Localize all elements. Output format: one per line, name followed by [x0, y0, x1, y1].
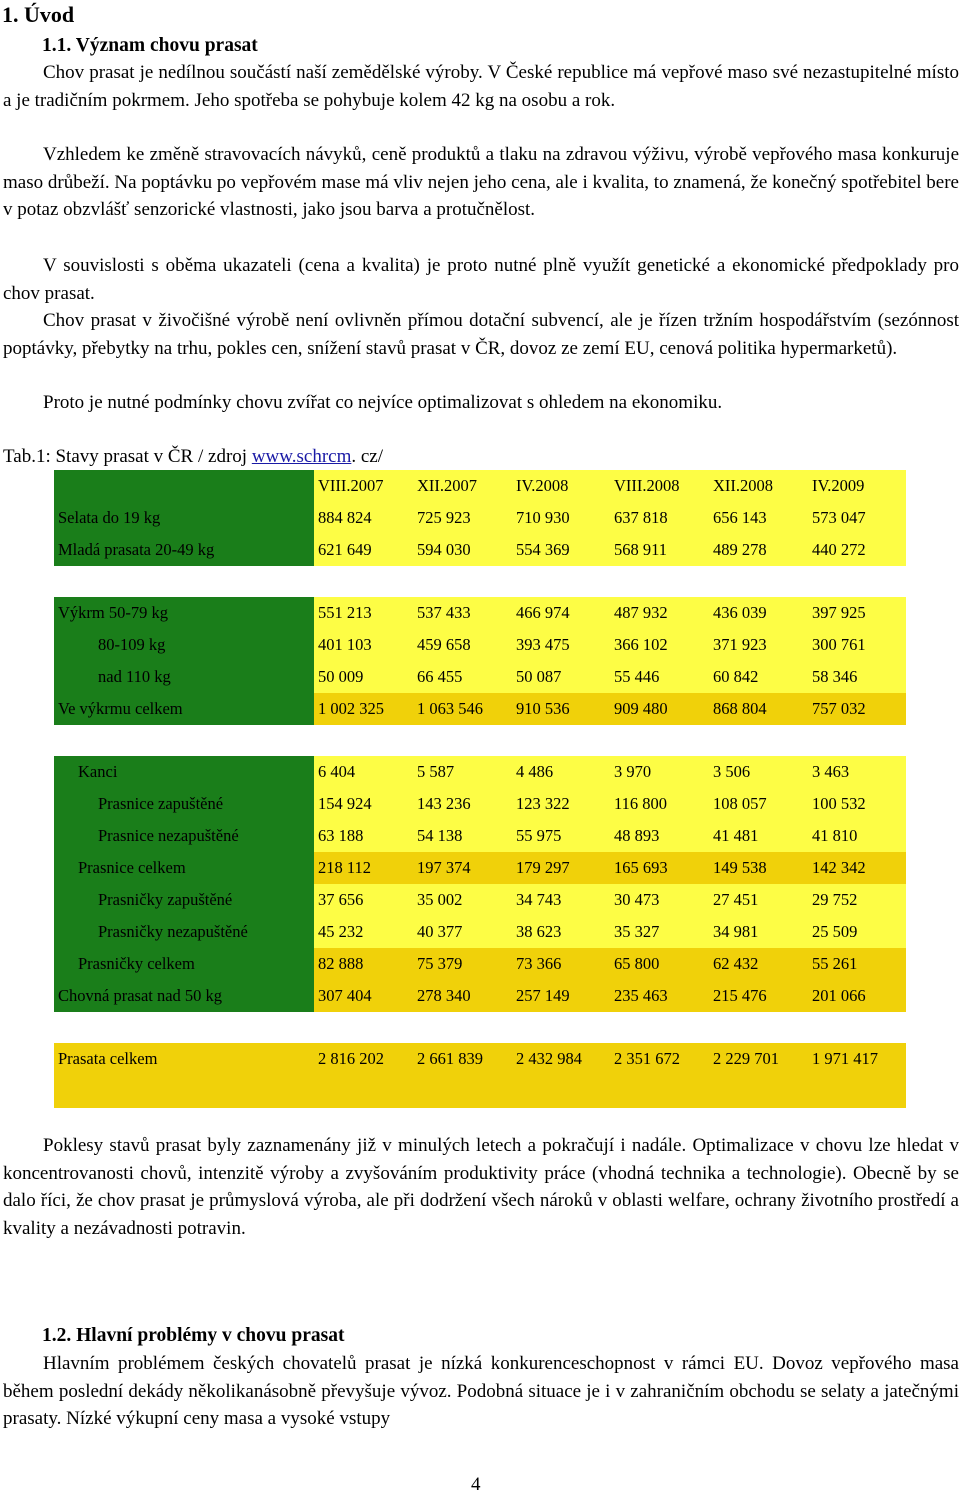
table-cell — [512, 980, 610, 1012]
table-cell — [808, 916, 906, 948]
table-cell — [709, 948, 808, 980]
table-cell-value: 149 538 — [713, 858, 767, 877]
table-cell — [610, 788, 709, 820]
row-label-text: Prasata celkem — [58, 1049, 158, 1068]
row-label — [54, 820, 314, 852]
page-number: 4 — [471, 1474, 481, 1495]
row-label-text: nad 110 kg — [98, 667, 171, 686]
table-cell-value: 116 800 — [614, 794, 668, 813]
table-cell — [512, 693, 610, 725]
table-cell — [512, 916, 610, 948]
table-cell-value: 440 272 — [812, 540, 866, 559]
table-cell — [413, 756, 512, 788]
table-cell-value: 884 824 — [318, 508, 372, 527]
table-cell — [808, 597, 906, 629]
table-cell — [610, 980, 709, 1012]
table-cell — [314, 1043, 413, 1108]
table-cell-value: 554 369 — [516, 540, 570, 559]
row-label-text: Mladá prasata 20-49 kg — [58, 540, 215, 559]
row-label-text: Prasničky celkem — [78, 954, 195, 973]
column-header-text: IV.2008 — [516, 476, 569, 495]
table-cell-value: 3 506 — [713, 762, 751, 781]
table-cell — [314, 661, 413, 693]
table-cell-value: 278 340 — [417, 986, 471, 1005]
table-cell — [413, 884, 512, 916]
row-label — [54, 661, 314, 693]
table-cell-value: 2 229 701 — [713, 1049, 779, 1068]
table-cell-value: 4 486 — [516, 762, 554, 781]
table-cell — [413, 1043, 512, 1108]
table-cell-value: 1 063 546 — [417, 699, 483, 718]
table-cell-value: 307 404 — [318, 986, 372, 1005]
row-label — [54, 980, 314, 1012]
table-cell-value: 41 810 — [812, 826, 858, 845]
table-cell-value: 5 587 — [417, 762, 455, 781]
table-cell — [413, 693, 512, 725]
section2-paragraph: Hlavním problémem českých chovatelů prasat je nízká konkurenceschopnost v rámci EU. Dovoz vepřového masa během poslední dekády několikanásobně převyšuje vývoz. Podobná situace je i v zahraničním obchodu se selaty a jatečnými prasaty. Nízké výkupní ceny masa a vysoké vstupy — [3, 1353, 959, 1430]
table-cell-value: 62 432 — [713, 954, 759, 973]
table-cell — [413, 980, 512, 1012]
row-label-text: Prasničky zapuštěné — [98, 890, 233, 909]
table-row — [54, 534, 906, 566]
table-cell-value: 108 057 — [713, 794, 767, 813]
table-cell-value: 29 752 — [812, 890, 858, 909]
row-label — [54, 534, 314, 566]
table-cell-value: 60 842 — [713, 667, 759, 686]
table-cell-value: 436 039 — [713, 603, 767, 622]
table-cell-value: 594 030 — [417, 540, 471, 559]
table-cell-value: 401 103 — [318, 635, 372, 654]
table-cell — [709, 820, 808, 852]
table-cell — [709, 693, 808, 725]
table-cell-value: 45 232 — [318, 922, 364, 941]
table-cell — [512, 597, 610, 629]
table-cell — [512, 629, 610, 661]
table-cell-value: 757 032 — [812, 699, 866, 718]
table-cell — [709, 916, 808, 948]
table-cell — [610, 693, 709, 725]
table-cell-value: 568 911 — [614, 540, 668, 559]
table-cell-value: 30 473 — [614, 890, 660, 909]
column-header-text: VIII.2008 — [614, 476, 680, 495]
table-cell — [413, 852, 512, 884]
table-cell — [610, 661, 709, 693]
table-cell — [413, 534, 512, 566]
table-cell-value: 909 480 — [614, 699, 668, 718]
row-label — [54, 756, 314, 788]
table-cell-value: 868 804 — [713, 699, 767, 718]
row-label-text: 80-109 kg — [98, 635, 166, 654]
table-caption-prefix: Tab.1: Stavy prasat v ČR / zdroj — [3, 446, 252, 467]
table-cell-value: 50 009 — [318, 667, 364, 686]
table-cell — [709, 852, 808, 884]
table-cell-value: 55 261 — [812, 954, 858, 973]
table-cell-value: 910 536 — [516, 699, 570, 718]
table-cell-value: 215 476 — [713, 986, 767, 1005]
table-row — [54, 948, 906, 980]
table-cell-value: 366 102 — [614, 635, 668, 654]
table-cell — [314, 852, 413, 884]
row-label-text: Selata do 19 kg — [58, 508, 161, 527]
table-cell — [512, 1043, 610, 1108]
table-cell — [808, 661, 906, 693]
pig-stock-table — [54, 470, 906, 1108]
table-row — [54, 756, 906, 788]
table-cell — [512, 661, 610, 693]
table-cell — [413, 916, 512, 948]
table-cell — [808, 629, 906, 661]
row-label — [54, 948, 314, 980]
row-label-text: Prasnice celkem — [78, 858, 186, 877]
column-header-text: IV.2009 — [812, 476, 865, 495]
row-label-text: Ve výkrmu celkem — [58, 699, 183, 718]
table-cell — [709, 629, 808, 661]
table-cell-value: 573 047 — [812, 508, 866, 527]
row-label — [54, 693, 314, 725]
table-cell — [610, 820, 709, 852]
table-cell — [413, 629, 512, 661]
table-cell-value: 637 818 — [614, 508, 668, 527]
table-cell — [808, 948, 906, 980]
column-header — [610, 470, 709, 502]
table-cell-value: 34 981 — [713, 922, 759, 941]
table-cell-value: 459 658 — [417, 635, 471, 654]
row-label — [54, 502, 314, 534]
table-cell-value: 397 925 — [812, 603, 866, 622]
table-cell-value: 35 002 — [417, 890, 463, 909]
paragraph-5: Proto je nutné podmínky chovu zvířat co nejvíce optimalizovat s ohledem na ekonomiku. — [43, 392, 723, 413]
table-cell — [512, 948, 610, 980]
row-label — [54, 916, 314, 948]
table-caption-suffix: . cz/ — [351, 446, 384, 467]
table-cell — [314, 788, 413, 820]
table-cell — [709, 756, 808, 788]
table-cell — [314, 948, 413, 980]
table-cell-value: 551 213 — [318, 603, 372, 622]
table-cell — [413, 788, 512, 820]
table-row — [54, 788, 906, 820]
table-cell — [610, 534, 709, 566]
table-cell-value: 48 893 — [614, 826, 660, 845]
table-cell-value: 143 236 — [417, 794, 471, 813]
table-cell — [808, 820, 906, 852]
table-cell-value: 621 649 — [318, 540, 372, 559]
paragraph-4: Chov prasat v živočišné výrobě není ovlivněn přímou dotační subvencí, ale je řízen tržním hospodářstvím (sezónnost poptávky, přebytky na trhu, pokles cen, snížení stavů prasat v ČR, dovoz ze zemí EU, cenová politika hypermarketů). — [3, 310, 959, 359]
table-spacer-row — [54, 566, 906, 597]
table-cell-value: 34 743 — [516, 890, 562, 909]
table-cell — [314, 884, 413, 916]
table-caption — [3, 443, 383, 470]
table-cell — [610, 629, 709, 661]
table-cell-value: 371 923 — [713, 635, 767, 654]
table-cell-value: 487 932 — [614, 603, 668, 622]
table-row — [54, 629, 906, 661]
table-cell — [314, 916, 413, 948]
table-cell-value: 235 463 — [614, 986, 668, 1005]
table-cell — [808, 788, 906, 820]
table-row — [54, 884, 906, 916]
table-cell-value: 393 475 — [516, 635, 570, 654]
table-cell — [709, 534, 808, 566]
chapter-heading: 1. Úvod — [2, 2, 75, 27]
table-cell — [314, 629, 413, 661]
table-cell — [709, 788, 808, 820]
table-cell-value: 257 149 — [516, 986, 570, 1005]
table-row — [54, 597, 906, 629]
table-cell-value: 1 002 325 — [318, 699, 384, 718]
table-cell-value: 58 346 — [812, 667, 858, 686]
table-cell — [610, 852, 709, 884]
row-label — [54, 629, 314, 661]
table-cell-value: 3 970 — [614, 762, 652, 781]
table-cell — [610, 756, 709, 788]
table-cell — [709, 884, 808, 916]
table-cell — [512, 502, 610, 534]
column-header — [709, 470, 808, 502]
table-cell-value: 197 374 — [417, 858, 471, 877]
table-cell — [512, 788, 610, 820]
paragraph-1: Chov prasat je nedílnou součástí naší zemědělské výroby. V České republice má vepřové maso své nezastupitelné místo a je tradičním pokrmem. Jeho spotřeba se pohybuje kolem 42 kg na osobu a rok. — [3, 62, 959, 111]
table-cell-value: 725 923 — [417, 508, 471, 527]
table-row — [54, 693, 906, 725]
table-cell — [808, 756, 906, 788]
table-cell — [413, 820, 512, 852]
table-cell — [512, 534, 610, 566]
table-cell-value: 2 351 672 — [614, 1049, 680, 1068]
table-cell — [610, 597, 709, 629]
table-cell — [610, 948, 709, 980]
row-label-text: Chovná prasat nad 50 kg — [58, 986, 223, 1005]
table-cell-value: 54 138 — [417, 826, 463, 845]
table-cell — [709, 980, 808, 1012]
table-spacer-row — [54, 725, 906, 756]
table-cell — [314, 502, 413, 534]
table-cell-value: 40 377 — [417, 922, 463, 941]
table-cell-value: 2 816 202 — [318, 1049, 384, 1068]
table-cell — [610, 916, 709, 948]
table-row — [54, 916, 906, 948]
table-cell — [709, 1043, 808, 1108]
table-cell-value: 1 971 417 — [812, 1049, 878, 1068]
table-cell-value: 100 532 — [812, 794, 866, 813]
table-cell — [610, 884, 709, 916]
table-cell — [709, 597, 808, 629]
table-cell-value: 41 481 — [713, 826, 759, 845]
table-cell-value: 537 433 — [417, 603, 471, 622]
table-cell-value: 35 327 — [614, 922, 660, 941]
column-header — [413, 470, 512, 502]
table-cell — [512, 852, 610, 884]
table-cell — [314, 820, 413, 852]
paragraph-after-table: Poklesy stavů prasat byly zaznamenány již v minulých letech a pokračují i nadále. Optimalizace v chovu lze hledat v koncentrovanosti chovů, intenzitě výroby a zvyšováním produktivity práce (vhodná technika a technologie). Obecně by se dalo říci, že chov prasat je průmyslová výroba, ale při dodržení všech nároků v oblasti welfare, ochrany životního prostředí a kvality a nezávadnosti potravin. — [3, 1135, 959, 1239]
table-cell-value: 82 888 — [318, 954, 364, 973]
table-cell-value: 300 761 — [812, 635, 866, 654]
paragraph-2: Vzhledem ke změně stravovacích návyků, ceně produktů a tlaku na zdravou výživu, výrobě vepřového masa konkuruje maso drůbeží. Na poptávku po vepřovém mase má vliv nejen jeho cena, ale i kvalita, to znamená, že konečný spotřebitel bere v potaz obzvlášť senzorické vlastnosti, jako jsou barva a protučnělost. — [3, 144, 959, 221]
table-cell — [512, 820, 610, 852]
table-cell — [314, 693, 413, 725]
table-cell-value: 3 463 — [812, 762, 850, 781]
table-cell — [314, 597, 413, 629]
table-cell-value: 489 278 — [713, 540, 767, 559]
table-cell-value: 25 509 — [812, 922, 858, 941]
row-label — [54, 597, 314, 629]
table-cell — [512, 756, 610, 788]
table-cell — [808, 852, 906, 884]
table-cell — [808, 1043, 906, 1108]
column-header-text: XII.2007 — [417, 476, 478, 495]
table-row — [54, 980, 906, 1012]
table-spacer-row — [54, 1012, 906, 1043]
column-header-text: XII.2008 — [713, 476, 774, 495]
paragraph-3: V souvislosti s oběma ukazateli (cena a kvalita) je proto nutné plně využít genetické a ekonomické předpoklady pro chov prasat. — [3, 255, 959, 304]
table-cell — [314, 980, 413, 1012]
column-header-text: VIII.2007 — [318, 476, 384, 495]
table-row — [54, 820, 906, 852]
table-cell-value: 38 623 — [516, 922, 562, 941]
table-cell-value: 165 693 — [614, 858, 668, 877]
row-label-text: Výkrm 50-79 kg — [58, 603, 168, 622]
row-label-text: Prasnice nezapuštěné — [98, 826, 239, 845]
column-header — [808, 470, 906, 502]
table-cell-value: 218 112 — [318, 858, 372, 877]
table-cell-value: 27 451 — [713, 890, 759, 909]
section-heading-1-2: 1.2. Hlavní problémy v chovu prasat — [42, 1325, 345, 1346]
table-cell — [413, 948, 512, 980]
table-cell-value: 656 143 — [713, 508, 767, 527]
table-row — [54, 502, 906, 534]
row-label — [54, 884, 314, 916]
column-header — [512, 470, 610, 502]
row-label-text: Prasničky nezapuštěné — [98, 922, 248, 941]
table-cell — [413, 502, 512, 534]
table-cell — [610, 1043, 709, 1108]
row-label — [54, 788, 314, 820]
table-cell-value: 710 930 — [516, 508, 570, 527]
table-cell — [512, 884, 610, 916]
table-cell-value: 142 342 — [812, 858, 866, 877]
row-label-text: Kanci — [78, 762, 118, 781]
source-link[interactable]: www.schrcm — [251, 446, 352, 467]
table-cell-value: 37 656 — [318, 890, 364, 909]
table-cell-value: 63 188 — [318, 826, 364, 845]
table-cell — [314, 534, 413, 566]
table-cell-value: 201 066 — [812, 986, 866, 1005]
table-header-blank — [54, 470, 314, 502]
table-cell-value: 466 974 — [516, 603, 570, 622]
row-label — [54, 852, 314, 884]
table-cell-value: 75 379 — [417, 954, 463, 973]
table-cell — [709, 502, 808, 534]
table-cell — [610, 502, 709, 534]
table-cell — [808, 502, 906, 534]
row-label-text: Prasnice zapuštěné — [98, 794, 224, 813]
table-cell-value: 65 800 — [614, 954, 660, 973]
table-cell-value: 154 924 — [318, 794, 372, 813]
section-heading-1-1: 1.1. Význam chovu prasat — [42, 35, 258, 56]
table-cell-value: 66 455 — [417, 667, 463, 686]
table-row — [54, 1043, 906, 1108]
table-cell-value: 50 087 — [516, 667, 562, 686]
table-cell — [808, 693, 906, 725]
table-cell-value: 123 322 — [516, 794, 570, 813]
table-cell-value: 2 661 839 — [417, 1049, 483, 1068]
table-cell-value: 6 404 — [318, 762, 356, 781]
table-cell-value: 2 432 984 — [516, 1049, 582, 1068]
row-label — [54, 1043, 314, 1108]
table-row — [54, 661, 906, 693]
table-cell — [808, 534, 906, 566]
table-cell-value: 55 975 — [516, 826, 562, 845]
table-cell — [314, 756, 413, 788]
table-cell — [709, 661, 808, 693]
table-cell — [413, 597, 512, 629]
table-cell-value: 179 297 — [516, 858, 570, 877]
table-cell — [413, 661, 512, 693]
table-row — [54, 852, 906, 884]
table-cell — [808, 980, 906, 1012]
table-cell-value: 55 446 — [614, 667, 660, 686]
table-cell-value: 73 366 — [516, 954, 562, 973]
column-header — [314, 470, 413, 502]
table-header-row — [54, 470, 906, 502]
table-cell — [808, 884, 906, 916]
